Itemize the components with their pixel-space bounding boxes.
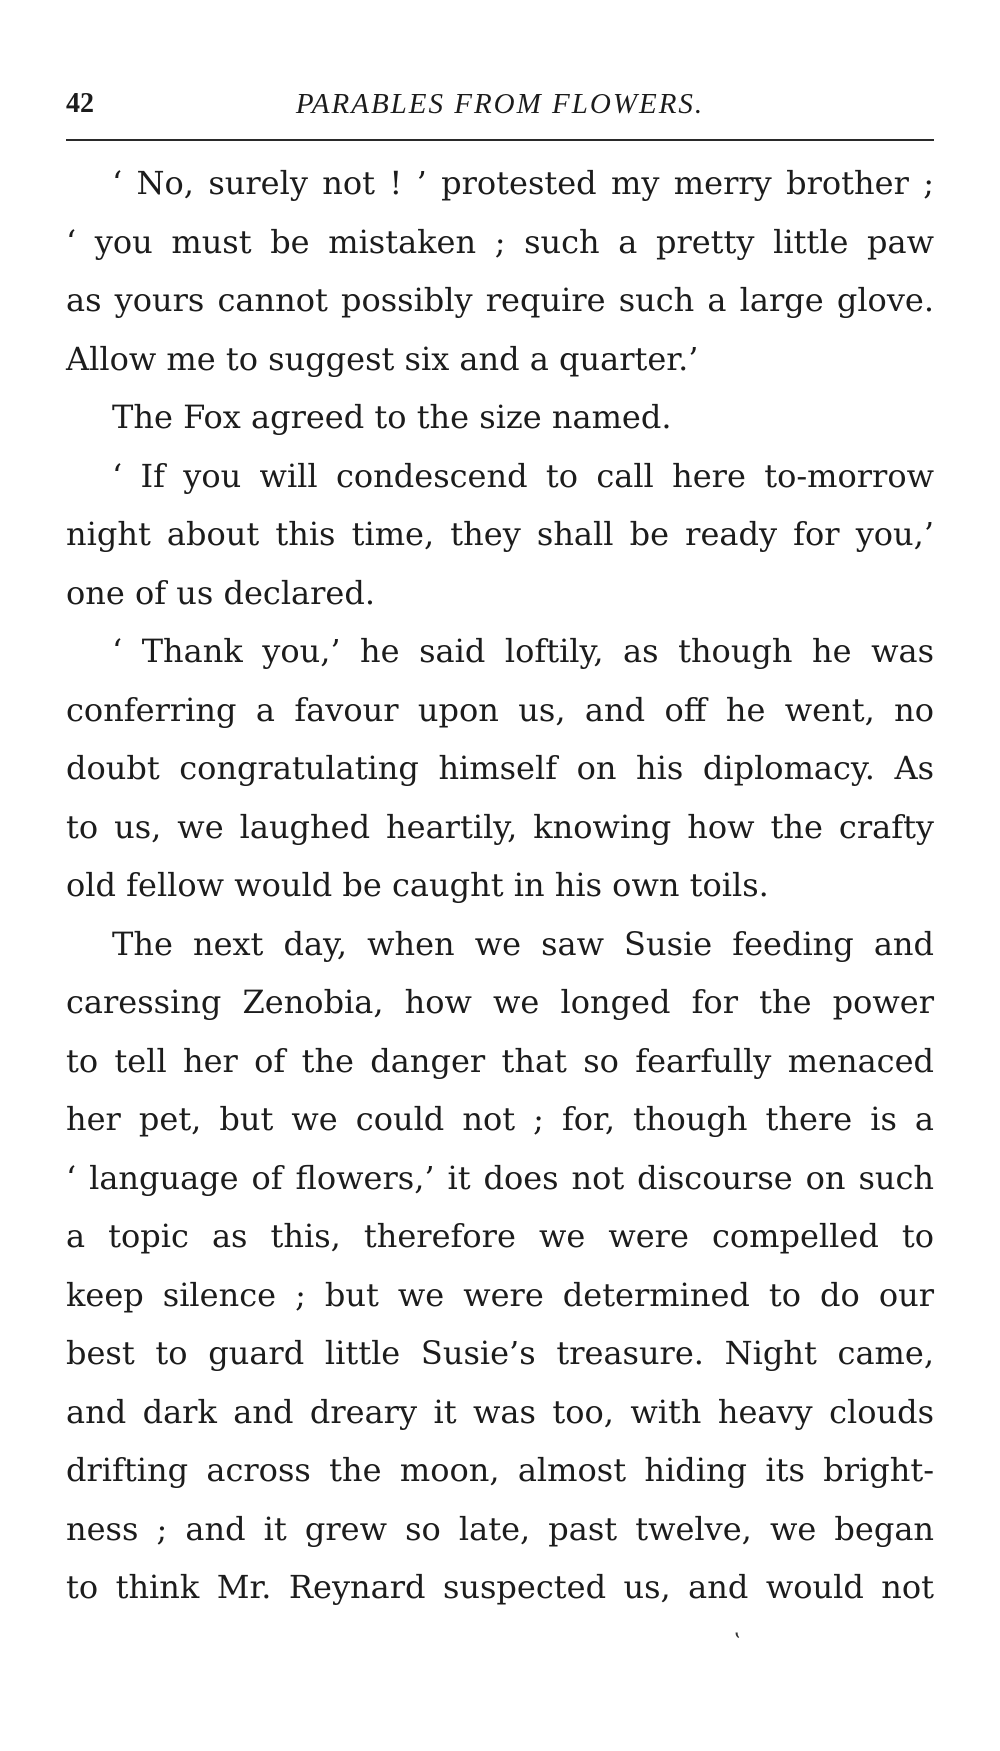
text-line: drifting across the moon, almost hiding its bright-: [66, 1451, 934, 1489]
text-line: The next day, when we saw Susie feeding and: [112, 924, 934, 963]
text-line: ness ; and it grew so late, past twelve, we began: [66, 1509, 934, 1548]
text-line: one of us declared.: [66, 573, 376, 612]
text-line: a topic as this, therefore we were compelled to: [66, 1217, 934, 1255]
text-line: keep silence ; but we were determined to do our: [66, 1275, 934, 1314]
ink-speck: ‛: [734, 1630, 741, 1655]
page-number: 42: [66, 88, 94, 119]
text-line: night about this time, they shall be ready for you,’: [66, 515, 934, 553]
body-text: [66, 154, 934, 1617]
page-header: [66, 82, 934, 126]
text-line: ‘ you must be mistaken ; such a pretty little paw: [66, 222, 934, 261]
text-line: caressing Zenobia, how we longed for the power: [66, 983, 934, 1021]
text-line: to us, we laughed heartily, knowing how the crafty: [66, 807, 934, 846]
text-line: best to guard little Susie’s treasure. Night came,: [66, 1334, 934, 1372]
text-line: her pet, but we could not ; for, though there is a: [66, 1100, 934, 1138]
text-line: Allow me to suggest six and a quarter.’: [66, 339, 699, 378]
text-line: to tell her of the danger that so fearfully menaced: [66, 1041, 934, 1080]
text-line: conferring a favour upon us, and off he went, no: [66, 690, 934, 729]
text-line: ‘ No, surely not ! ’ protested my merry brother ;: [112, 164, 934, 202]
text-line: ‘ If you will condescend to call here to-morrow: [112, 456, 934, 495]
text-line: as yours cannot possibly require such a large glove.: [66, 281, 934, 319]
text-line: ‘ Thank you,’ he said loftily, as though he was: [112, 632, 934, 670]
text-line: The Fox agreed to the size named.: [112, 398, 672, 436]
running-head: PARABLES FROM FLOWERS.: [295, 88, 705, 120]
text-line: and dark and dreary it was too, with heavy clouds: [66, 1392, 934, 1431]
text-line: old fellow would be caught in his own toils.: [66, 866, 769, 904]
text-line: ‘ language of flowers,’ it does not discourse on such: [66, 1158, 934, 1197]
text-line: to think Mr. Reynard suspected us, and would not: [66, 1568, 934, 1606]
text-line: doubt congratulating himself on his diplomacy. As: [66, 749, 934, 787]
header-rule: [66, 139, 934, 141]
